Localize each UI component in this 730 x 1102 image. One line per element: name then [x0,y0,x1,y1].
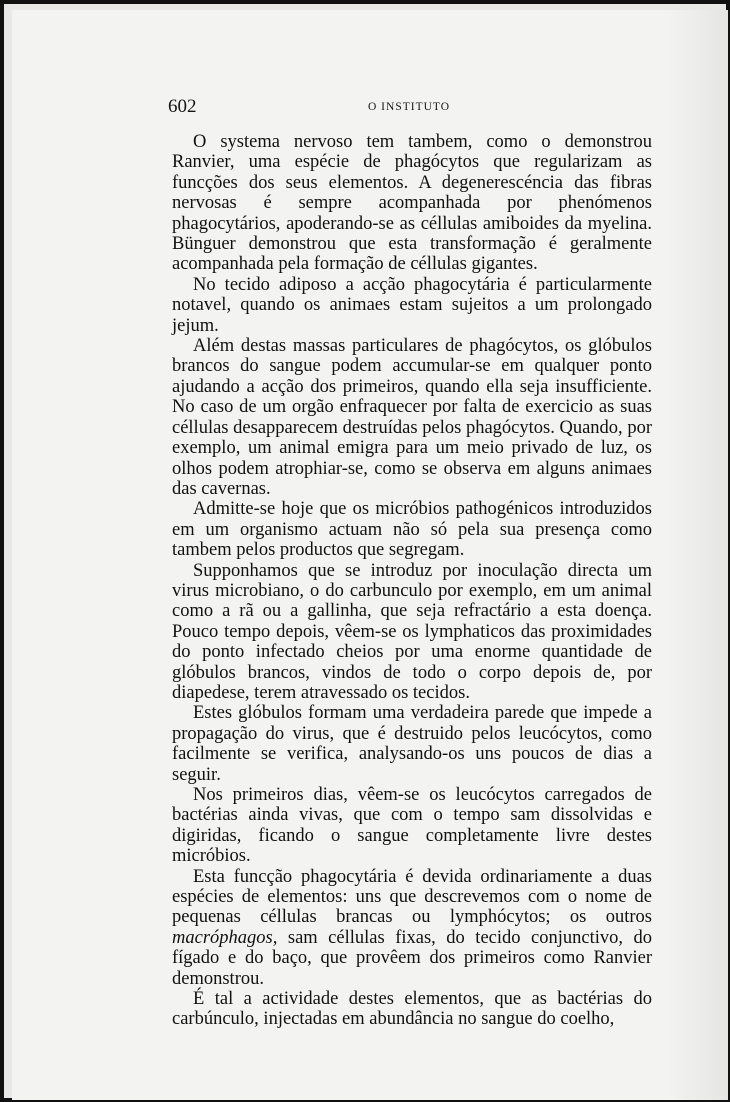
paragraph: Supponhamos que se introduz por inoculação directa um virus microbiano, o do carbunculo por exemplo, em um animal como a rã ou a gallinha, que seja refractário a esta doença. Pouco tempo depois, vêem-se os lymphaticos das proximidades do ponto infectado cheios por uma enorme quantidade de glóbulos brancos, vindos de todo o corpo depois de, por diapedese, terem atravessado os tecidos. [172,560,652,703]
paragraph: No tecido adiposo a acção phagocytária é particularmente notavel, quando os animaes estam sujeitos a um prolongado jejum. [172,274,652,336]
body-text [172,132,652,1030]
text-run: Esta funcção phagocytária é devida ordinariamente a duas espécies de elementos: uns que descrevemos com o nome de pequenas céllulas brancas ou lymphócytos; os outros [172,866,652,928]
paragraph: O systema nervoso tem tambem, como o demonstrou Ranvier, uma espécie de phagócytos que regularizam as funcções dos seus elementos. A degenerescéncia das fibras nervosas é sempre acompanhada por phenómenos phagocytários, apoderando-se as céllulas amiboides da myelina. Bünguer demonstrou que esta transformação é geralmente acompanhada pela formação de céllulas gigantes. [172,132,652,275]
paragraph-with-italic [172,867,652,989]
paragraph: Além destas massas particulares de phagócytos, os glóbulos brancos do sangue podem accumular-se em qualquer ponto ajudando a acção dos primeiros, quando ella seja insufficiente. No caso de um orgão enfraquecer por falta de exercicio as suas céllulas desapparecem destruídas pelos phagócytos. Quando, por exemplo, um animal emigra para um meio privado de luz, os olhos podem atrophiar-se, como se observa em alguns animaes das cavernas. [172,336,652,499]
paragraph: Admitte-se hoje que os micróbios pathogénicos introduzidos em um organismo actuam não só pela sua presença como tambem pelos productos que segregam. [172,499,652,561]
page-header [168,96,648,120]
paragraph: Nos primeiros dias, vêem-se os leucócytos carregados de bactérias ainda vivas, que com o tempo sam dissolvidas e digiridas, ficando o sangue completamente livre destes micróbios. [172,785,652,867]
scan-border [4,4,726,1098]
page-number: 602 [168,96,197,117]
running-title: O INSTITUTO [368,101,451,113]
paragraph: É tal a actividade destes elementos, que as bactérias do carbúnculo, injectadas em abundância no sangue do coelho, [172,989,652,1030]
paragraph: Estes glóbulos formam uma verdadeira parede que impede a propagação do virus, que é destruido pelos leucócytos, como facilmente se verifica, analysando-os uns poucos de dias a seguir. [172,703,652,785]
text-run: sam céllulas fixas, do tecido conjunctivo, do fígado e do baço, que provêem dos primeiros como Ranvier demonstrou. [172,927,652,989]
italic-term: macróphagos, [172,927,278,948]
book-page [12,10,728,1100]
